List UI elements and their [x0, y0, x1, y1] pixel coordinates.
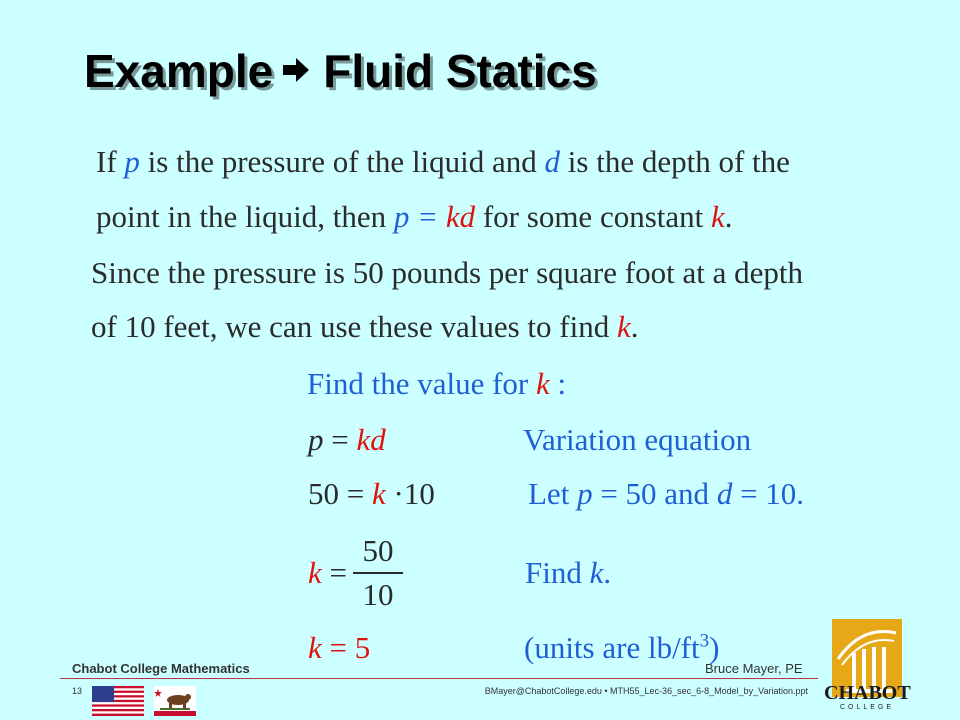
- var-k: k: [711, 199, 725, 234]
- fraction-numerator: 50: [362, 533, 394, 568]
- right-arrow-icon: [283, 58, 309, 82]
- var-p: p: [124, 144, 140, 179]
- intro-line-3: Since the pressure is 50 pounds per square foot at a depth: [91, 255, 803, 290]
- fraction: [355, 534, 401, 612]
- footer-filename: BMayer@ChabotCollege.edu • MTH55_Lec-36_sec_6-8_Model_by_Variation.ppt: [484, 686, 808, 696]
- step4-lhs: k = 5: [308, 630, 371, 665]
- step1-rhs: Variation equation: [523, 422, 752, 457]
- equation-p: p =: [393, 199, 446, 234]
- var-k: k: [536, 366, 550, 401]
- step2-lhs: 50 = k ·10: [308, 476, 435, 511]
- us-flag-icon: [92, 686, 144, 716]
- step3-lhs: k =: [308, 555, 347, 590]
- footer-course: Chabot College Mathematics: [72, 661, 250, 676]
- step1-lhs: p = kd: [308, 422, 386, 457]
- slide-title: [84, 44, 597, 98]
- footer-author: Bruce Mayer, PE: [705, 661, 803, 676]
- step4-rhs: (units are $lb/ft^3$): [524, 630, 720, 665]
- var-d: d: [544, 144, 561, 179]
- var-k: k: [616, 309, 631, 344]
- logo-subtitle: COLLEGE: [839, 704, 895, 711]
- title-left: Example: [84, 45, 274, 97]
- california-flag-icon: [154, 686, 196, 716]
- footer-divider: [60, 678, 818, 679]
- intro-line-1: If p is the pressure of the liquid and d is the depth of the: [96, 144, 790, 179]
- intro-line-2: point in the liquid, then p = kd for some constant k.: [96, 199, 733, 234]
- equation-kd: kd: [445, 199, 476, 234]
- fraction-bar: [353, 572, 403, 574]
- step2-rhs: Let p = 50 and d = 10.: [528, 476, 805, 511]
- fraction-denominator: 10: [362, 577, 394, 612]
- logo-wordmark: CHABOT: [824, 682, 911, 704]
- step3-rhs: Find k.: [525, 555, 612, 590]
- slide-number: 13: [72, 686, 83, 696]
- title-right: Fluid Statics: [323, 45, 597, 97]
- work-heading: Find the value for k :: [307, 366, 567, 401]
- intro-line-4: of 10 feet, we can use these values to find k.: [91, 309, 639, 344]
